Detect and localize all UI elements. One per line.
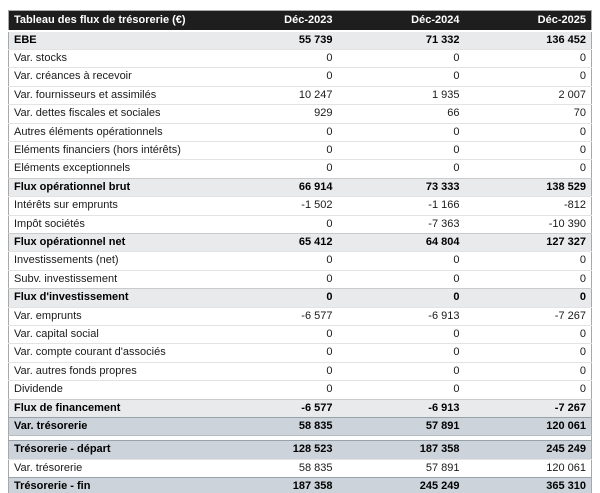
cell-value: 0 bbox=[338, 326, 465, 344]
table-row bbox=[9, 441, 592, 459]
row-label: Trésorerie - départ bbox=[9, 441, 211, 459]
table-row bbox=[9, 344, 592, 362]
row-label: Flux d'investissement bbox=[9, 289, 211, 307]
column-header-dec-2025: Déc-2025 bbox=[465, 11, 592, 31]
row-label: Impôt sociétés bbox=[9, 215, 211, 233]
cell-value: 0 bbox=[338, 68, 465, 86]
cell-value: -7 267 bbox=[465, 399, 592, 417]
row-label: EBE bbox=[9, 31, 211, 50]
table-row bbox=[9, 197, 592, 215]
cell-value: 0 bbox=[211, 252, 338, 270]
cell-value: 71 332 bbox=[338, 31, 465, 50]
row-label: Var. trésorerie bbox=[9, 459, 211, 477]
cell-value: 10 247 bbox=[211, 86, 338, 104]
cell-value: -1 166 bbox=[338, 197, 465, 215]
cell-value: 187 358 bbox=[338, 441, 465, 459]
cell-value: 0 bbox=[465, 344, 592, 362]
cell-value: -1 502 bbox=[211, 197, 338, 215]
cell-value: -6 577 bbox=[211, 399, 338, 417]
cell-value: 0 bbox=[465, 160, 592, 178]
table-row bbox=[9, 86, 592, 104]
table-row bbox=[9, 178, 592, 196]
row-label: Eléments financiers (hors intérêts) bbox=[9, 141, 211, 159]
cell-value: -6 913 bbox=[338, 307, 465, 325]
cell-value: 58 835 bbox=[211, 459, 338, 477]
cell-value: 66 914 bbox=[211, 178, 338, 196]
cell-value: 120 061 bbox=[465, 459, 592, 477]
cell-value: 0 bbox=[465, 141, 592, 159]
table-row bbox=[9, 270, 592, 288]
row-label: Var. emprunts bbox=[9, 307, 211, 325]
cell-value: 0 bbox=[338, 123, 465, 141]
table-row bbox=[9, 362, 592, 380]
table-row bbox=[9, 68, 592, 86]
cell-value: 0 bbox=[465, 49, 592, 67]
cell-value: 0 bbox=[211, 215, 338, 233]
table-row bbox=[9, 141, 592, 159]
table-row bbox=[9, 289, 592, 307]
header-row bbox=[9, 11, 592, 31]
cell-value: 65 412 bbox=[211, 233, 338, 251]
cell-value: 0 bbox=[465, 381, 592, 399]
cell-value: 70 bbox=[465, 105, 592, 123]
row-label: Var. dettes fiscales et sociales bbox=[9, 105, 211, 123]
cell-value: 0 bbox=[465, 68, 592, 86]
row-label: Dividende bbox=[9, 381, 211, 399]
cell-value: 0 bbox=[211, 141, 338, 159]
table-row bbox=[9, 252, 592, 270]
table-row bbox=[9, 459, 592, 477]
cell-value: 138 529 bbox=[465, 178, 592, 196]
cashflow-table bbox=[8, 10, 592, 493]
cell-value: 0 bbox=[211, 344, 338, 362]
row-label: Var. capital social bbox=[9, 326, 211, 344]
table-row bbox=[9, 160, 592, 178]
row-label: Trésorerie - fin bbox=[9, 478, 211, 493]
column-header-dec-2024: Déc-2024 bbox=[338, 11, 465, 31]
row-label: Investissements (net) bbox=[9, 252, 211, 270]
cell-value: 0 bbox=[211, 362, 338, 380]
table-row bbox=[9, 49, 592, 67]
cell-value: -6 577 bbox=[211, 307, 338, 325]
cell-value: 55 739 bbox=[211, 31, 338, 50]
cell-value: 0 bbox=[465, 289, 592, 307]
cell-value: 64 804 bbox=[338, 233, 465, 251]
cell-value: 0 bbox=[465, 270, 592, 288]
table-row bbox=[9, 326, 592, 344]
cell-value: 0 bbox=[211, 381, 338, 399]
cell-value: 0 bbox=[465, 123, 592, 141]
table-row bbox=[9, 105, 592, 123]
table-row bbox=[9, 123, 592, 141]
cell-value: -6 913 bbox=[338, 399, 465, 417]
cell-value: 0 bbox=[465, 326, 592, 344]
table-row bbox=[9, 233, 592, 251]
cell-value: 0 bbox=[211, 270, 338, 288]
table-row bbox=[9, 399, 592, 417]
cell-value: 929 bbox=[211, 105, 338, 123]
column-header-dec-2023: Déc-2023 bbox=[211, 11, 338, 31]
table-title: Tableau des flux de trésorerie (€) bbox=[9, 11, 211, 31]
cell-value: 66 bbox=[338, 105, 465, 123]
row-label: Eléments exceptionnels bbox=[9, 160, 211, 178]
table-row bbox=[9, 307, 592, 325]
cell-value: 0 bbox=[338, 381, 465, 399]
cell-value: 0 bbox=[211, 68, 338, 86]
row-label: Var. stocks bbox=[9, 49, 211, 67]
row-label: Subv. investissement bbox=[9, 270, 211, 288]
table-row bbox=[9, 418, 592, 436]
row-label: Var. autres fonds propres bbox=[9, 362, 211, 380]
cell-value: 128 523 bbox=[211, 441, 338, 459]
cell-value: 245 249 bbox=[465, 441, 592, 459]
cell-value: 57 891 bbox=[338, 418, 465, 436]
cell-value: 0 bbox=[338, 160, 465, 178]
cell-value: 245 249 bbox=[338, 478, 465, 493]
cell-value: 0 bbox=[338, 252, 465, 270]
table-row bbox=[9, 478, 592, 493]
cell-value: 73 333 bbox=[338, 178, 465, 196]
row-label: Intérêts sur emprunts bbox=[9, 197, 211, 215]
cell-value: 2 007 bbox=[465, 86, 592, 104]
cell-value: 0 bbox=[465, 252, 592, 270]
cell-value: 58 835 bbox=[211, 418, 338, 436]
row-label: Var. compte courant d'associés bbox=[9, 344, 211, 362]
table-row bbox=[9, 381, 592, 399]
cell-value: 0 bbox=[465, 362, 592, 380]
table-row bbox=[9, 31, 592, 50]
row-label: Var. fournisseurs et assimilés bbox=[9, 86, 211, 104]
cell-value: -7 363 bbox=[338, 215, 465, 233]
cell-value: -10 390 bbox=[465, 215, 592, 233]
row-label: Var. trésorerie bbox=[9, 418, 211, 436]
row-label: Flux opérationnel brut bbox=[9, 178, 211, 196]
cell-value: 0 bbox=[211, 160, 338, 178]
cell-value: 136 452 bbox=[465, 31, 592, 50]
cell-value: -7 267 bbox=[465, 307, 592, 325]
cell-value: 365 310 bbox=[465, 478, 592, 493]
cell-value: 0 bbox=[211, 49, 338, 67]
cell-value: 0 bbox=[338, 49, 465, 67]
cell-value: 0 bbox=[338, 289, 465, 307]
cell-value: 0 bbox=[211, 289, 338, 307]
table-body bbox=[9, 31, 592, 493]
cell-value: 120 061 bbox=[465, 418, 592, 436]
cell-value: 0 bbox=[211, 123, 338, 141]
row-label: Flux de financement bbox=[9, 399, 211, 417]
cell-value: -812 bbox=[465, 197, 592, 215]
row-label: Flux opérationnel net bbox=[9, 233, 211, 251]
row-label: Autres éléments opérationnels bbox=[9, 123, 211, 141]
cell-value: 0 bbox=[211, 326, 338, 344]
row-label: Var. créances à recevoir bbox=[9, 68, 211, 86]
cell-value: 0 bbox=[338, 270, 465, 288]
cell-value: 127 327 bbox=[465, 233, 592, 251]
cell-value: 57 891 bbox=[338, 459, 465, 477]
cell-value: 187 358 bbox=[211, 478, 338, 493]
table-row bbox=[9, 215, 592, 233]
cell-value: 1 935 bbox=[338, 86, 465, 104]
cell-value: 0 bbox=[338, 344, 465, 362]
cell-value: 0 bbox=[338, 362, 465, 380]
cell-value: 0 bbox=[338, 141, 465, 159]
